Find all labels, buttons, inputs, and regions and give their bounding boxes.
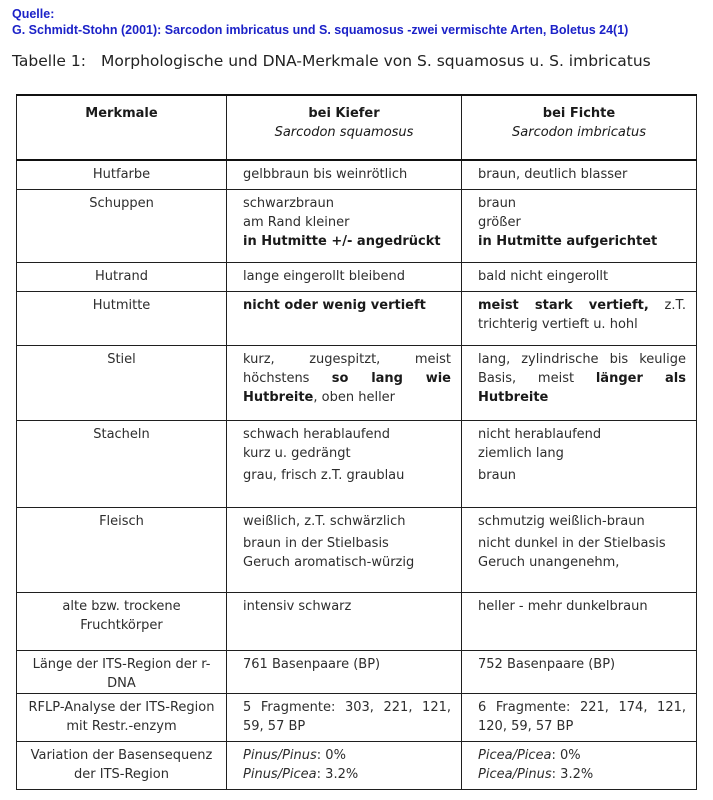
feature-label: alte bzw. trockene Fruchtkörper: [17, 592, 227, 650]
header-fichte-host: bei Fichte: [542, 106, 616, 121]
source-label: Quelle:: [12, 7, 55, 21]
kiefer-value: nicht oder wenig vertieft: [227, 291, 462, 345]
kiefer-value: 761 Basenpaare (BP): [227, 650, 462, 693]
fichte-value: bald nicht eingerollt: [462, 262, 697, 291]
table-row-variation: [17, 741, 697, 789]
table-row-schuppen: [17, 189, 697, 262]
table-row-stacheln: [17, 420, 697, 507]
table-header-row: [17, 95, 697, 160]
table-row-hutmitte: [17, 291, 697, 345]
table-row-fleisch: [17, 507, 697, 592]
feature-label: Hutfarbe: [17, 160, 227, 189]
feature-label: RFLP-Analyse der ITS-Region mit Restr.-enzym: [17, 693, 227, 741]
header-fichte: [462, 95, 697, 160]
fichte-value: lang, zylindrische bis keulige Basis, meist länger als Hutbreite: [462, 345, 697, 420]
table-number: Tabelle 1:: [12, 52, 86, 70]
table-row-rflp: [17, 693, 697, 741]
fichte-value: Picea/Picea: 0% Picea/Pinus: 3.2%: [462, 741, 697, 789]
header-kiefer-species: Sarcodon squamosus: [274, 125, 414, 140]
feature-label: Stiel: [17, 345, 227, 420]
fichte-value: nicht herablaufend ziemlich lang braun: [462, 420, 697, 507]
kiefer-value: Pinus/Pinus: 0% Pinus/Picea: 3.2%: [227, 741, 462, 789]
table-caption: [12, 52, 651, 70]
source-citation: G. Schmidt-Stohn (2001): Sarcodon imbricatus und S. squamosus -zwei vermischte Arten, Boletus 24(1): [12, 23, 629, 37]
fichte-value: 752 Basenpaare (BP): [462, 650, 697, 693]
table-row-hutrand: [17, 262, 697, 291]
kiefer-value: 5 Fragmente: 303, 221, 121, 59, 57 BP: [227, 693, 462, 741]
kiefer-value: intensiv schwarz: [227, 592, 462, 650]
feature-label: Stacheln: [17, 420, 227, 507]
kiefer-value: schwach herablaufend kurz u. gedrängt grau, frisch z.T. graublau: [227, 420, 462, 507]
feature-label: Variation der Basensequenz der ITS-Region: [17, 741, 227, 789]
kiefer-value: lange eingerollt bleibend: [227, 262, 462, 291]
fichte-value: schmutzig weißlich-braun nicht dunkel in der Stielbasis Geruch unangenehm,: [462, 507, 697, 592]
table-row-its-laenge: [17, 650, 697, 693]
feature-label: Länge der ITS-Region der r-DNA: [17, 650, 227, 693]
source-note: [12, 6, 628, 38]
feature-label: Schuppen: [17, 189, 227, 262]
fichte-value: 6 Fragmente: 221, 174, 121, 120, 59, 57 BP: [462, 693, 697, 741]
header-kiefer: [227, 95, 462, 160]
fichte-value: braun, deutlich blasser: [462, 160, 697, 189]
fichte-value: heller - mehr dunkelbraun: [462, 592, 697, 650]
kiefer-value: kurz, zugespitzt, meist höchstens so lang wie Hutbreite, oben heller: [227, 345, 462, 420]
table-row-stiel: [17, 345, 697, 420]
feature-label: Hutmitte: [17, 291, 227, 345]
fichte-value: meist stark vertieft, z.T. trichterig vertieft u. hohl: [462, 291, 697, 345]
feature-label: Hutrand: [17, 262, 227, 291]
comparison-table: [16, 94, 697, 790]
feature-label: Fleisch: [17, 507, 227, 592]
table-row-alte-fruchtkoerper: [17, 592, 697, 650]
header-merkmale: Merkmale: [17, 95, 227, 160]
header-kiefer-host: bei Kiefer: [308, 106, 380, 121]
table-title: Morphologische und DNA-Merkmale von S. squamosus u. S. imbricatus: [101, 52, 651, 70]
header-fichte-species: Sarcodon imbricatus: [512, 125, 646, 140]
kiefer-value: gelbbraun bis weinrötlich: [227, 160, 462, 189]
fichte-value: braun größer in Hutmitte aufgerichtet: [462, 189, 697, 262]
kiefer-value: schwarzbraun am Rand kleiner in Hutmitte +/- angedrückt: [227, 189, 462, 262]
table-row-hutfarbe: [17, 160, 697, 189]
kiefer-value: weißlich, z.T. schwärzlich braun in der Stielbasis Geruch aromatisch-würzig: [227, 507, 462, 592]
